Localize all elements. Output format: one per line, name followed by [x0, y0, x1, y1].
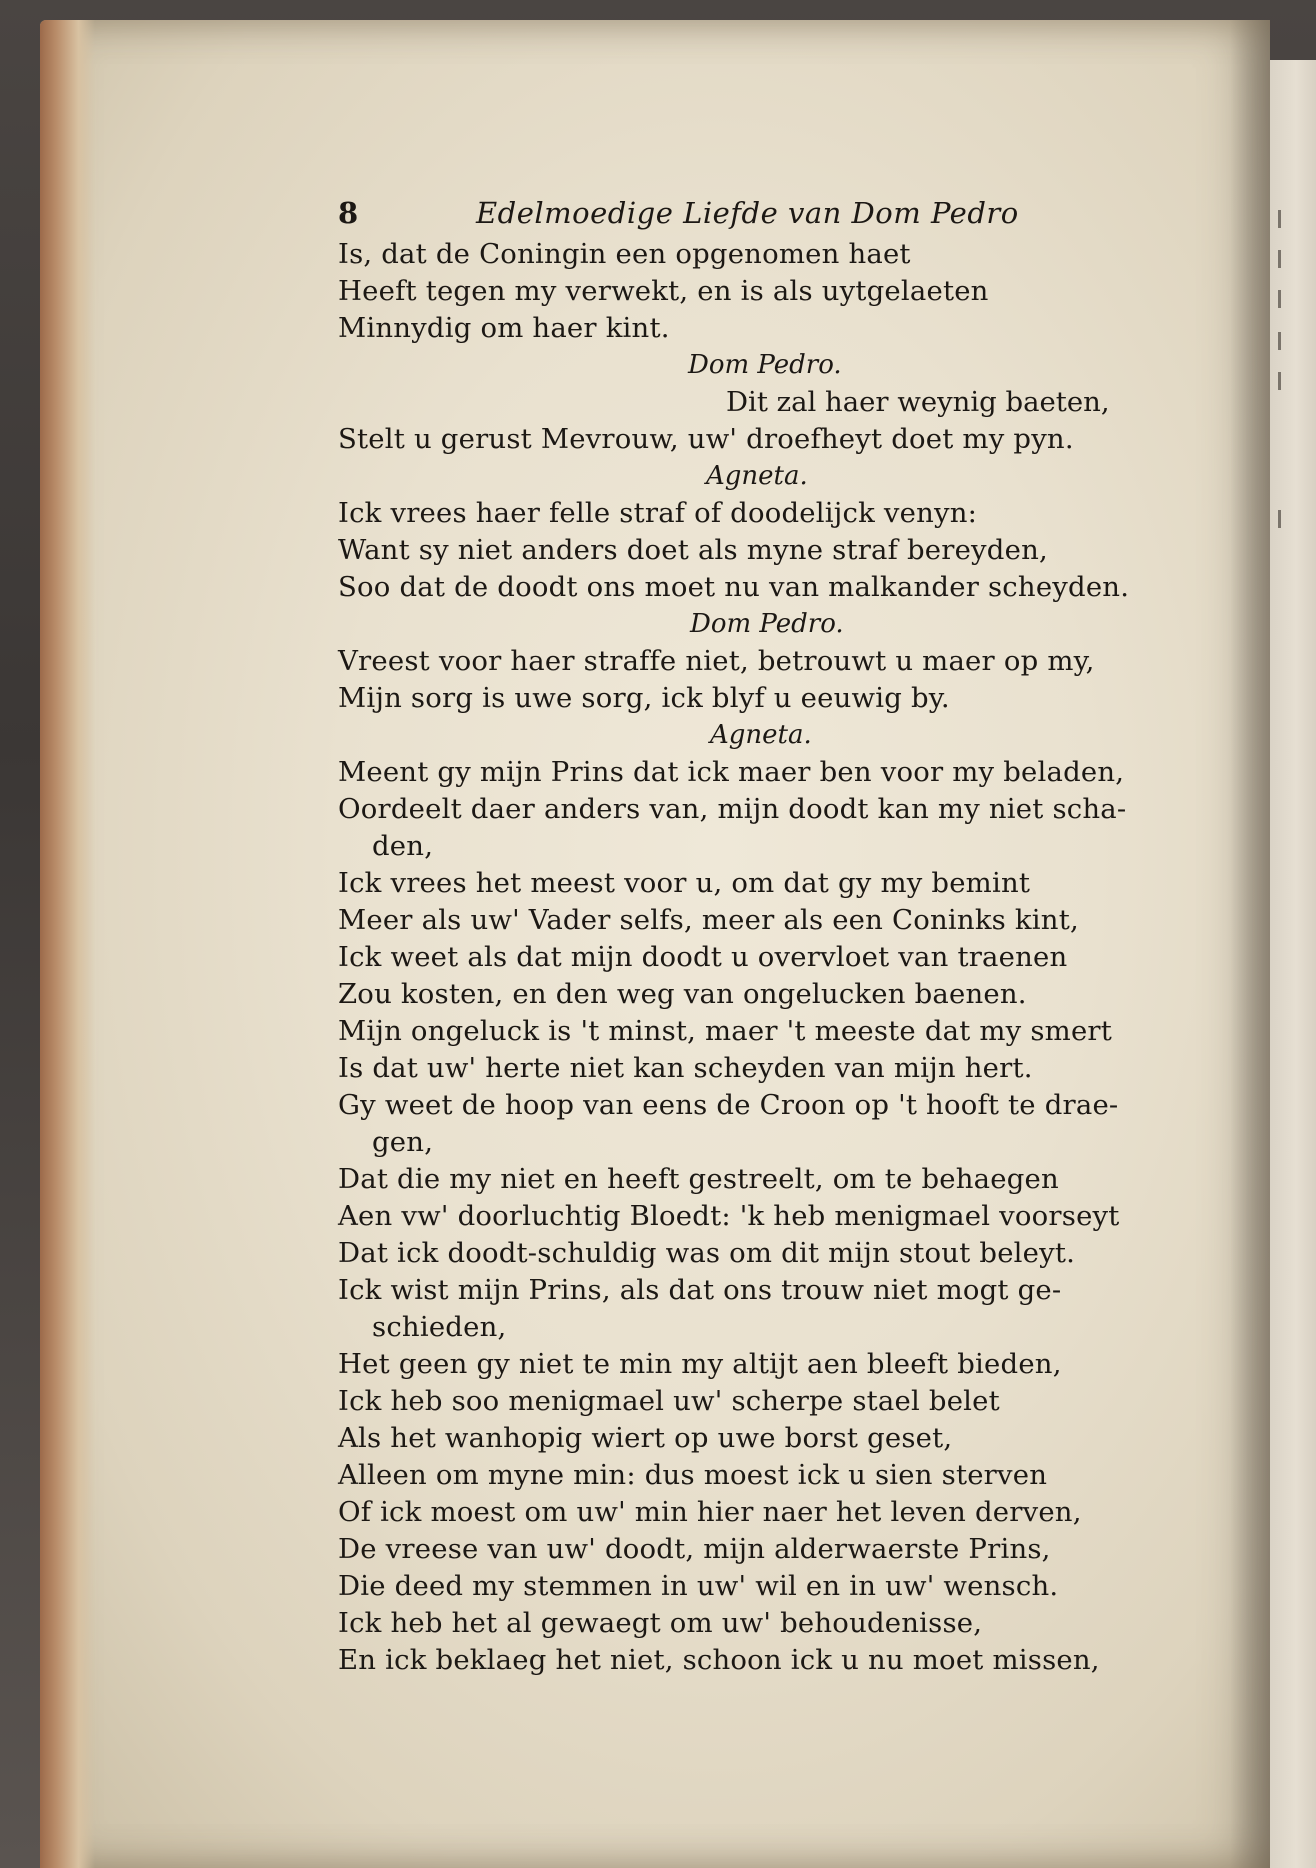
verse-line: Alleen om myne min: dus moest ick u sien sterven	[338, 1459, 1048, 1491]
running-head	[338, 196, 1198, 236]
running-title: Edelmoedige Liefde van Dom Pedro	[476, 196, 1019, 230]
verse-line: Of ick moest om uw' min hier naer het leven derven,	[338, 1496, 1082, 1528]
page-number: 8	[338, 196, 359, 230]
verse-line: Is, dat de Coningin een opgenomen haet	[338, 238, 911, 270]
verse-line: Ick vrees het meest voor u, om dat gy my bemint	[338, 867, 1031, 899]
verse-line: Stelt u gerust Mevrouw, uw' droefheyt doet my pyn.	[338, 423, 1074, 455]
verse-line: Minnydig om haer kint.	[338, 312, 670, 344]
verse-line: Zou kosten, en den weg van ongelucken baenen.	[338, 978, 1027, 1010]
verse-line: Het geen gy niet te min my altijt aen bleeft bieden,	[338, 1348, 1062, 1380]
facing-page-fragment	[1278, 510, 1311, 528]
speaker-name: Agneta.	[710, 720, 812, 750]
speaker-name: Dom Pedro.	[690, 609, 844, 639]
verse-line-wrap: schieden,	[372, 1311, 507, 1343]
verse-line: Als het wanhopig wiert op uwe borst geset,	[338, 1422, 953, 1454]
verse-line: Is dat uw' herte niet kan scheyden van mijn hert.	[338, 1052, 1033, 1084]
verse-line-wrap: den,	[372, 830, 434, 862]
verse-lines	[338, 236, 1198, 1679]
speaker-name: Dom Pedro.	[688, 350, 842, 380]
speaker-name: Agneta.	[706, 461, 808, 491]
verse-line: Mijn sorg is uwe sorg, ick blyf u eeuwig by.	[338, 682, 950, 714]
verse-line: Heeft tegen my verwekt, en is als uytgelaeten	[338, 275, 989, 307]
verse-line: Ick heb soo menigmael uw' scherpe stael belet	[338, 1385, 1000, 1417]
verse-line: Ick heb het al gewaegt om uw' behoudenisse,	[338, 1607, 983, 1639]
verse-line: Ick vrees haer felle straf of doodelijck venyn:	[338, 497, 978, 529]
verse-line: Meer als uw' Vader selfs, meer als een Coninks kint,	[338, 904, 1079, 936]
verse-line: Aen vw' doorluchtig Bloedt: 'k heb menigmael voorseyt	[338, 1200, 1120, 1232]
page-text	[338, 196, 1198, 1679]
verse-line: Vreest voor haer straffe niet, betrouwt u maer op my,	[338, 645, 1095, 677]
facing-page-fragment	[1278, 290, 1311, 308]
facing-page-fragment	[1278, 372, 1311, 390]
verse-line-wrap: gen,	[372, 1126, 434, 1158]
verse-line: Dat die my niet en heeft gestreelt, om te behaegen	[338, 1163, 1059, 1195]
verse-line: Soo dat de doodt ons moet nu van malkander scheyden.	[338, 571, 1130, 603]
verse-line: Mijn ongeluck is 't minst, maer 't meeste dat my smert	[338, 1015, 1113, 1047]
facing-page-fragment	[1278, 210, 1311, 228]
verse-line: De vreese van uw' doodt, mijn alderwaerste Prins,	[338, 1533, 1051, 1565]
verse-line: Ick weet als dat mijn doodt u overvloet van traenen	[338, 941, 1068, 973]
facing-page-fragment	[1278, 250, 1311, 268]
verse-line: En ick beklaeg het niet, schoon ick u nu moet missen,	[338, 1644, 1100, 1676]
verse-line: Gy weet de hoop van eens de Croon op 't hooft te drae-	[338, 1089, 1119, 1121]
verse-line-continuation: Dit zal haer weynig baeten,	[726, 386, 1110, 418]
verse-line: Meent gy mijn Prins dat ick maer ben voor my beladen,	[338, 756, 1125, 788]
verse-line: Dat ick doodt-schuldig was om dit mijn stout beleyt.	[338, 1237, 1076, 1269]
verse-line: Die deed my stemmen in uw' wil en in uw' wensch.	[338, 1570, 1059, 1602]
verse-line: Ick wist mijn Prins, als dat ons trouw niet mogt ge-	[338, 1274, 1062, 1306]
verse-line: Want sy niet anders doet als myne straf bereyden,	[338, 534, 1048, 566]
facing-page-fragment	[1278, 332, 1311, 350]
verse-line: Oordeelt daer anders van, mijn doodt kan my niet scha-	[338, 793, 1127, 825]
